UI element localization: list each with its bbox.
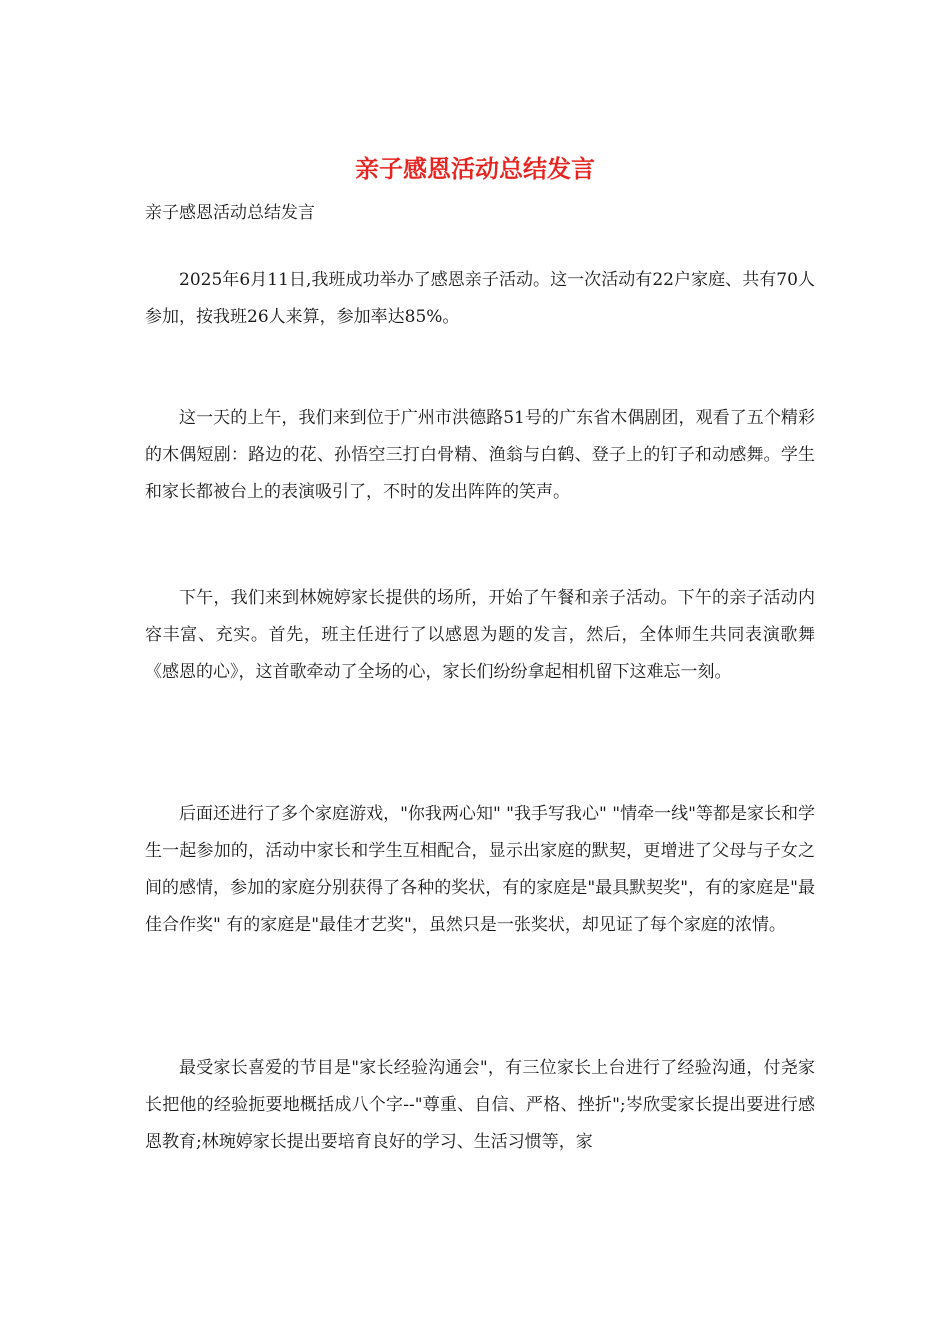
paragraph-4: 后面还进行了多个家庭游戏，"你我两心知" "我手写我心" "情牵一线"等都是家长和学生一起参加的，活动中家长和学生互相配合，显示出家庭的默契，更增进了父母与子女之间的感情，参加的家庭分别获得了各种的奖状，有的家庭是"最具默契奖"，有的家庭是"最佳合作奖" 有的家庭是"最佳才艺奖"，虽然只是一张奖状，却见证了每个家庭的浓情。	[145, 804, 815, 935]
paragraph-3: 下午，我们来到林婉婷家长提供的场所，开始了午餐和亲子活动。下午的亲子活动内容丰富、充实。首先，班主任进行了以感恩为题的发言，然后，全体师生共同表演歌舞《感恩的心》，这首歌牵动了全场的心，家长们纷纷拿起相机留下这难忘一刻。	[145, 588, 815, 682]
paragraph-2: 这一天的上午，我们来到位于广州市洪德路51号的广东省木偶剧团，观看了五个精彩的木偶短剧：路边的花、孙悟空三打白骨精、渔翁与白鹤、登子上的钉子和动感舞。学生和家长都被台上的表演吸引了，不时的发出阵阵的笑声。	[145, 408, 815, 502]
document-subtitle: 亲子感恩活动总结发言	[145, 203, 315, 223]
paragraph-1: 2025年6月11日,我班成功举办了感恩亲子活动。这一次活动有22户家庭、共有70人参加，按我班26人来算，参加率达85%。	[145, 270, 815, 327]
document-title: 亲子感恩活动总结发言	[355, 154, 595, 183]
paragraph-5: 最受家长喜爱的节目是"家长经验沟通会"，有三位家长上台进行了经验沟通，付尧家长把他的经验扼要地概括成八个字--"尊重、自信、严格、挫折";岑欣雯家长提出要进行感恩教育;林琬婷家长提出要培育良好的学习、生活习惯等，家	[145, 1058, 815, 1152]
